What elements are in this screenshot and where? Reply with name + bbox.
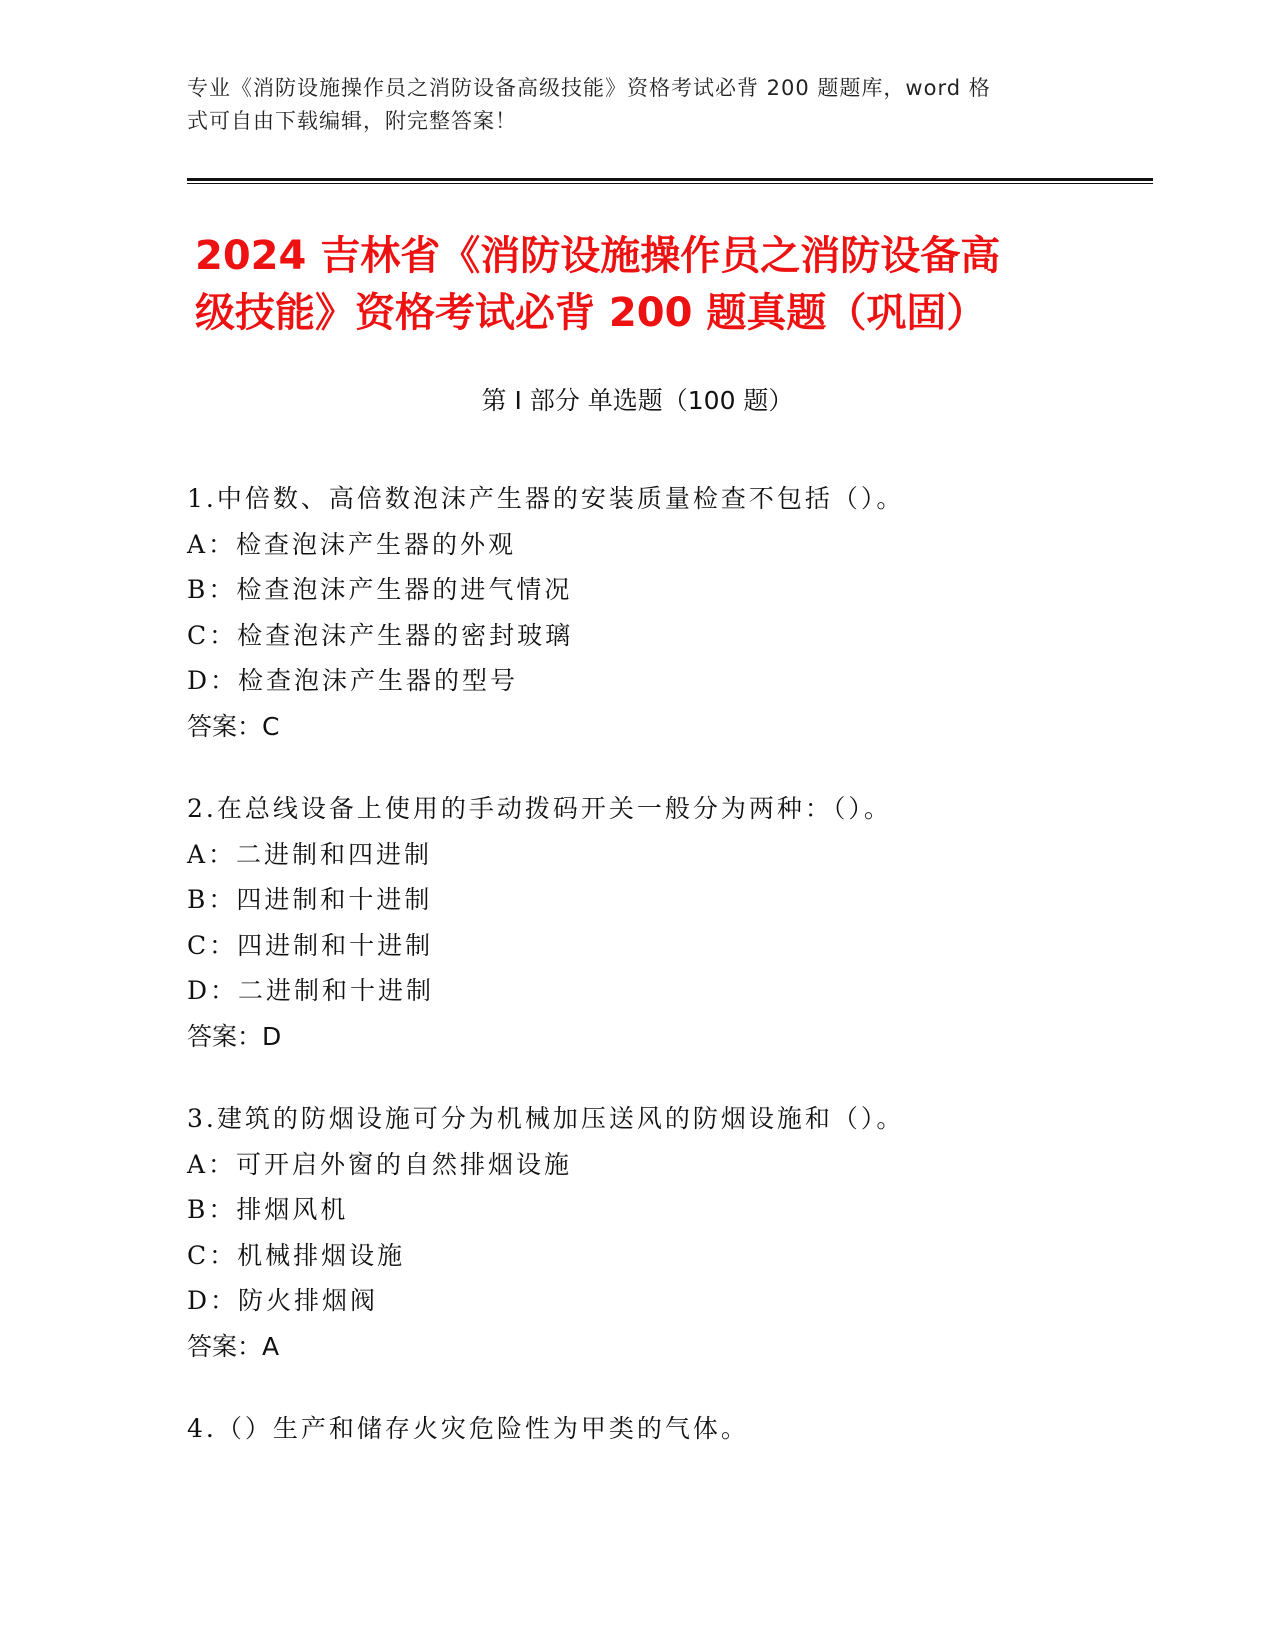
answer: 答案：A [187,1331,280,1361]
answer: 答案：C [187,711,280,741]
option-c: C：机械排烟设施 [187,1240,406,1270]
option-a: A：二进制和四进制 [187,839,433,869]
option-b: B：排烟风机 [187,1195,349,1224]
option-a: A：检查泡沫产生器的外观 [187,529,517,559]
option-d: D：检查泡沫产生器的型号 [187,666,519,695]
header-divider-thick [187,178,1153,181]
question-stem: 4.（）生产和储存火灾危险性为甲类的气体。 [187,1414,749,1443]
answer: 答案：D [187,1021,282,1051]
header-note-line-2: 式可自由下载编辑，附完整答案！ [187,109,517,133]
header-note-line-1: 专业《消防设施操作员之消防设备高级技能》资格考试必背 200 题题库，word 格 [187,76,991,100]
option-a: A：可开启外窗的自然排烟设施 [187,1149,573,1179]
document-title-line-1: 2024 吉林省《消防设施操作员之消防设备高 [195,233,1001,279]
question-list [187,476,1127,1489]
header-note [187,72,1087,138]
question-stem: 1.中倍数、高倍数泡沫产生器的安装质量检查不包括（）。 [187,484,905,513]
document-title [195,228,1095,342]
question-item [187,476,1127,749]
option-c: C：检查泡沫产生器的密封玻璃 [187,620,574,650]
question-stem: 2.在总线设备上使用的手动拨码开关一般分为两种：（）。 [187,794,892,823]
document-title-line-2: 级技能》资格考试必背 200 题真题（巩固） [195,290,987,336]
question-item [187,786,1127,1059]
option-d: D：防火排烟阀 [187,1286,379,1315]
option-d: D：二进制和十进制 [187,976,435,1005]
section-title: 第 I 部分 单选题（100 题） [481,386,794,415]
header-divider-thin [187,183,1153,184]
question-stem: 3.建筑的防烟设施可分为机械加压送风的防烟设施和（）。 [187,1104,905,1133]
question-item [187,1096,1127,1369]
option-b: B：四进制和十进制 [187,885,433,914]
option-b: B：检查泡沫产生器的进气情况 [187,575,573,604]
option-c: C：四进制和十进制 [187,930,434,960]
question-item [187,1406,1127,1452]
